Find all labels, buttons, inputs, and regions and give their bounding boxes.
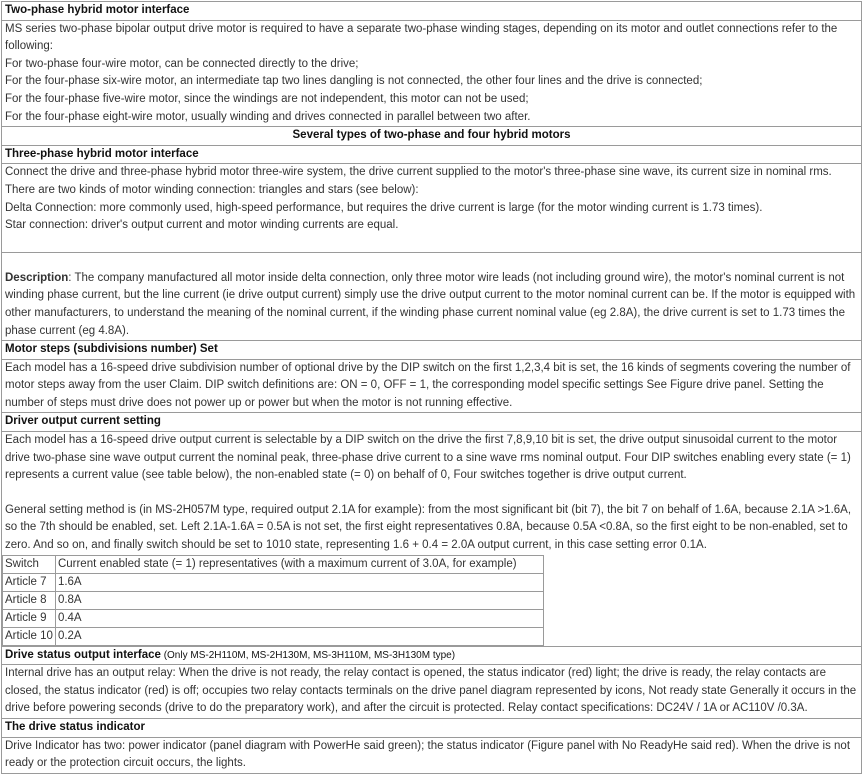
description-text [5,270,858,340]
status-indicator-body-row [2,737,862,773]
setting-method-text: General setting method is (in MS-2H057M type, required output 2.1A for example): from the most significant bit (bit 7), the bit 7 on behalf of 1.6A, because 2.1A >1.6A, so the 7th should be enabled, set. Left 2.1A-1.6A = 0.5A is not set, the first eight representatives 0.8A, because 0.5A <0.8A, so the first eight to be non-enabled, set to zero. And so on, and finally switch should be set to 1010 state, representing 1.6 + 0.4 = 2.0A output current, in this case setting error 0.1A. [5,503,852,552]
switch-cell: Article 9 [3,609,56,627]
manual-table [1,1,862,774]
three-phase-intro: Connect the drive and three-phase hybrid motor three-wire system, the drive current supplied to the motor's three-phase sine wave, its current size in nominal rms. There are two kinds of motor winding connection: triangles and stars (see below): [5,166,832,196]
status-indicator-title-row [2,719,862,738]
two-phase-intro: MS series two-phase bipolar output drive motor is required to have a separate two-phase winding stages, depending on its motor and outlet connections refer to the following: [5,22,838,53]
status-indicator-body: Drive Indicator has two: power indicator (panel diagram with PowerHe said green); the status indicator (Figure panel with No ReadyHe said red). When the drive is not ready or the protection circuit occurs, the lights. [2,737,862,773]
current-cell: 1.6A [55,573,543,591]
switch-cell: Article 8 [3,591,56,609]
motor-steps-title-row [2,341,862,360]
document [1,1,864,774]
switch-header: Switch [3,555,56,573]
table-row [3,591,544,609]
switch-table [2,555,544,646]
spacer [5,253,858,270]
motor-steps-body-row [2,359,862,413]
description-row [2,252,862,340]
motor-steps-title: Motor steps (subdivisions number) Set [2,341,862,360]
four-phase-five-wire: For the four-phase five-wire motor, since the windings are not independent, this motor can not be used; [5,92,529,105]
delta-connection-text: Delta Connection: more commonly used, high-speed performance, but requires the drive current is large (for the motor winding current is 1.73 times). [5,201,763,214]
switch-cell: Article 10 [3,627,56,645]
description-label: Description [5,271,69,284]
status-output-note: (Only MS-2H110M, MS-2H130M, MS-3H110M, MS-3H130M type) [160,649,456,661]
motor-steps-body: Each model has a 16-speed drive subdivision number of optional drive by the DIP switch on the first 1,2,3,4 bit is set, the 16 kinds of segments covering the number of motor steps away from the user Claim. DIP switch definitions are: ON = 0, OFF = 1, the corresponding model specific settings See Figure drive panel. Setting the number of steps must drive does not power up or power but when the motor is not running effective. [2,359,862,413]
output-current-body-row [2,432,862,647]
star-connection-text: Star connection: driver's output current and motor winding currents are equal. [5,219,399,232]
description-body [2,252,862,340]
status-output-body-row [2,665,862,719]
output-current-title-row [2,413,862,432]
current-cell: 0.2A [55,627,543,645]
several-types-row [2,127,862,146]
switch-table-header [3,555,544,573]
three-phase-title-row [2,145,862,164]
table-row [3,609,544,627]
table-row [3,627,544,645]
status-indicator-title: The drive status indicator [2,719,862,738]
current-header: Current enabled state (= 1) representatives (with a maximum current of 3.0A, for example) [55,555,543,573]
four-phase-eight-wire: For the four-phase eight-wire motor, usually winding and drives connected in parallel between two after. [5,110,531,123]
two-phase-four-wire: For two-phase four-wire motor, can be connected directly to the drive; [5,57,359,70]
two-phase-body-row [2,20,862,127]
switch-cell: Article 7 [3,573,56,591]
several-types-caption: Several types of two-phase and four hybrid motors [2,127,862,146]
output-current-text: Each model has a 16-speed drive output current is selectable by a DIP switch on the drive the first 7,8,9,10 bit is set, the drive output sinusoidal current to the motor drive two-phase sine wave output current the nominal peak, three-phase drive current to a sine wave rms nominal output. Four DIP switches enabling every state (= 1) represents a current value (see table below), the non-enabled state (= 0) on behalf of 0, Four switches together is drive output current. [5,434,851,482]
two-phase-title-row [2,2,862,21]
current-cell: 0.4A [55,609,543,627]
three-phase-body-row [2,164,862,252]
status-output-title-text: Drive status output interface [5,648,161,661]
current-cell: 0.8A [55,591,543,609]
output-current-title: Driver output current setting [2,413,862,432]
status-output-title [2,646,862,665]
spacer [5,235,858,252]
output-current-body [2,432,862,647]
three-phase-body [2,164,862,252]
two-phase-title: Two-phase hybrid motor interface [2,2,862,21]
four-phase-six-wire: For the four-phase six-wire motor, an intermediate tap two lines dangling is not connected, the other four lines and the drive is connected; [5,75,703,88]
status-output-body: Internal drive has an output relay: When the drive is not ready, the relay contact is opened, the status indicator (red) light; the drive is ready, the relay contacts are closed, the status indicator (red) is off; occupies two relay contacts terminals on the drive panel diagram represented by icons, Not ready state Generally it occurs in the drive before powering seconds (drive to do the preparatory work), and after the circuit is protected. Relay contact specifications: DC24V / 1A or AC110V /0.3A. [2,665,862,719]
three-phase-title: Three-phase hybrid motor interface [2,145,862,164]
status-output-title-row [2,646,862,665]
description-content: : The company manufactured all motor inside delta connection, only three motor wire leads (not including ground wire), the motor's nominal current is not winding phase current, but the line current (ie drive output current) simply use the drive output current to the motor nominal current can be. If the motor is equipped with other manufacturers, to understand the meaning of the nominal current, if the winding phase current nominal value (eg 2.8A), the drive current is set to 1.73 times the phase current (eg 4.8A). [5,271,856,337]
table-row [3,573,544,591]
two-phase-body [2,20,862,127]
spacer [5,485,858,502]
